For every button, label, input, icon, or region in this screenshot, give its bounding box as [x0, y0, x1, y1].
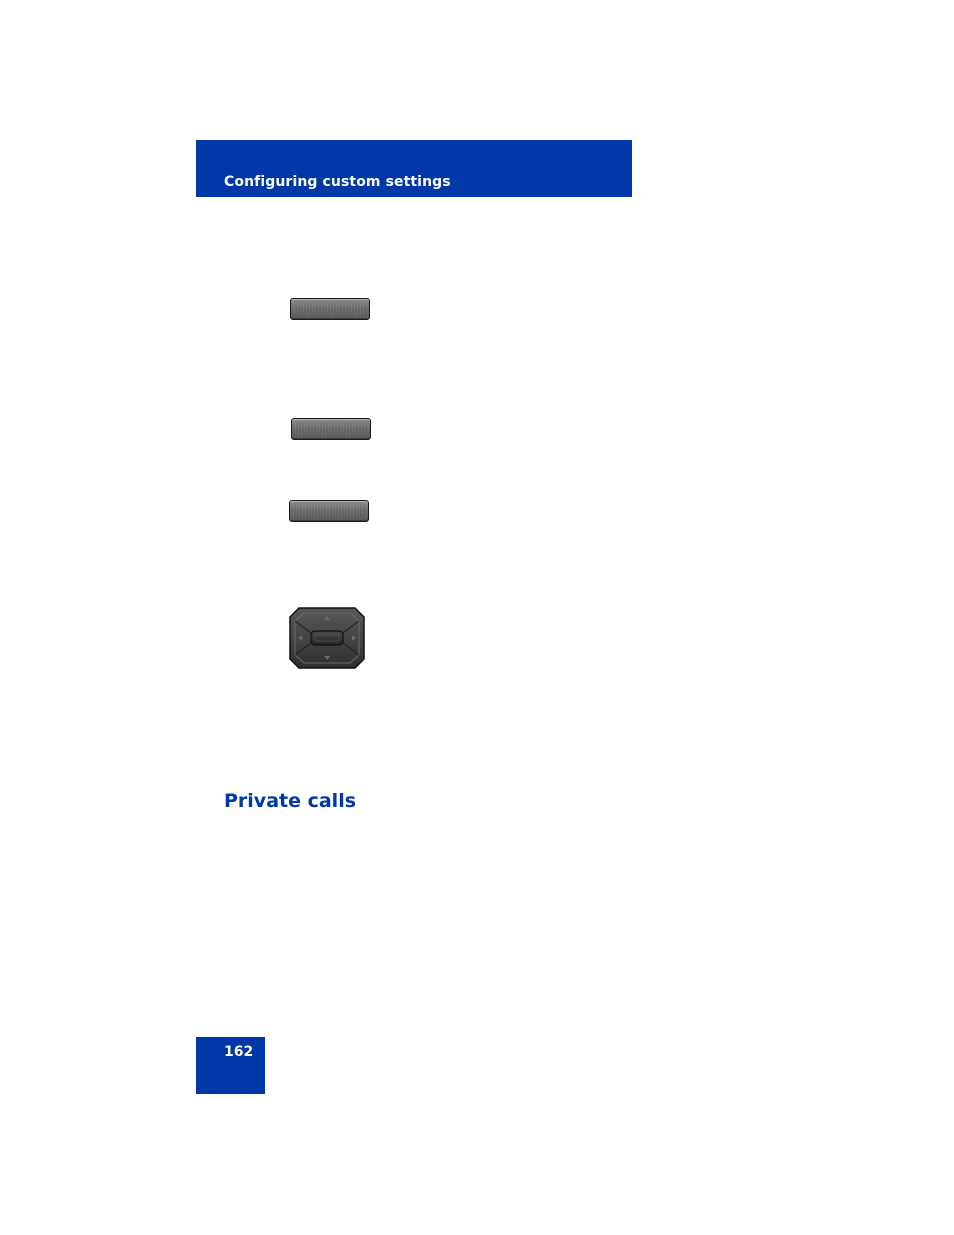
softkey-button-icon [289, 500, 369, 522]
softkey-button-icon [290, 298, 370, 320]
chapter-header-bar [196, 140, 632, 197]
page-number-box [196, 1037, 265, 1094]
page-number: 162 [224, 1044, 254, 1060]
section-heading: Private calls [224, 790, 357, 812]
navigation-pad-icon [289, 607, 365, 669]
chapter-title: Configuring custom settings [224, 174, 451, 190]
softkey-button-icon [291, 418, 371, 440]
